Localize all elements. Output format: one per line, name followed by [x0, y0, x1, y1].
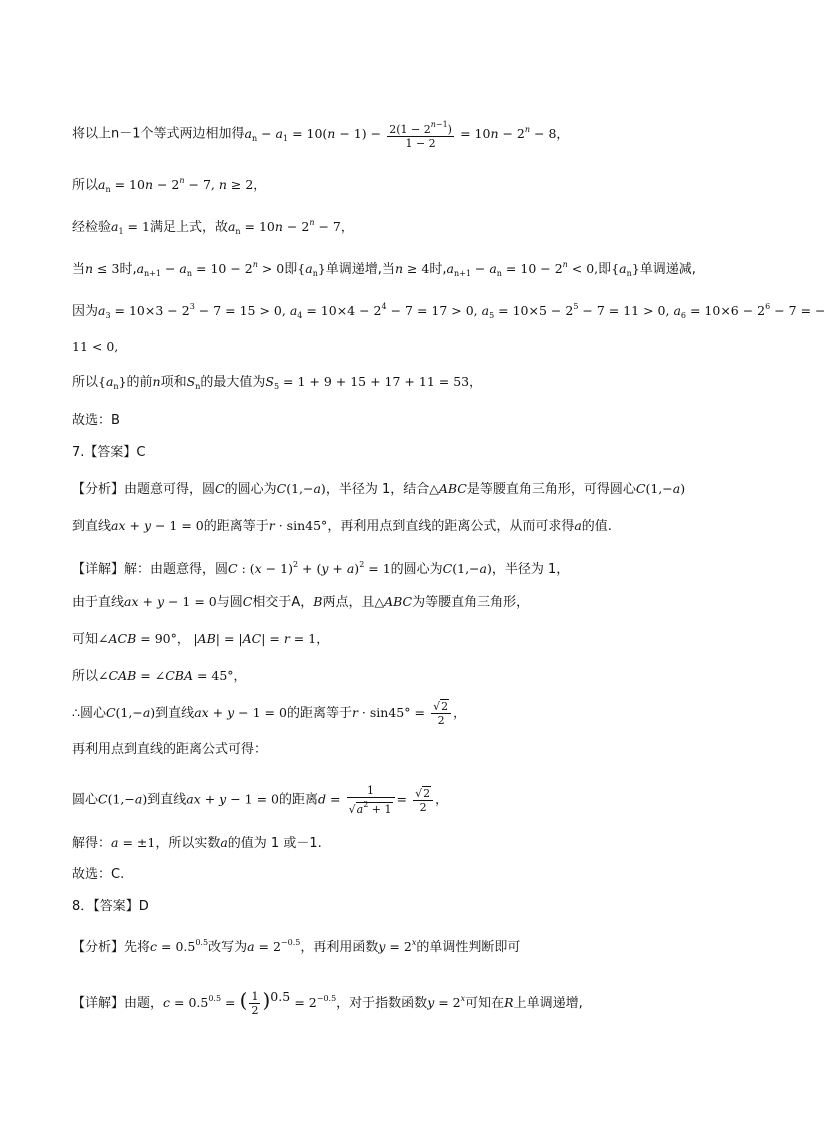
- text-line: 由于直线ax + y − 1 = 0与圆C相交于A，B两点，且△ABC为等腰直角三角形，: [72, 594, 530, 610]
- text-line: 11 < 0,: [72, 339, 119, 354]
- text-line: 解得：a = ±1，所以实数a的值为 1 或－1.: [72, 835, 322, 851]
- text-line: 所以∠CAB = ∠CBA = 45°，: [72, 668, 247, 684]
- text-line: 因为$a_3 = 10\times 3 - 2^3 - 7 = 15 > 0$, $a_4 = 10\times 4 - 2^4 - 7 = 17 > 0$, $a_5 = 10\times 5 - 2^5 - 7 = 11 > 0$, $a_6 = 10\times 6 - 2^6 - 7$ = −: [72, 302, 826, 320]
- text-line: 所以$a_n = 10n - 2^n - 7$, n ≥ 2，: [72, 176, 266, 194]
- text-line: 【分析】由题意可得，圆C的圆心为C(1,−a)，半径为 1，结合△ABC是等腰直角三角形，可得圆心C(1,−a): [72, 481, 686, 497]
- text-line: 可知∠ACB = 90°， |AB| = |AC| = r = 1，: [72, 631, 329, 647]
- text-line: 到直线ax + y − 1 = 0的距离等于r · sin45°，再利用点到直线的距离公式，从而可求得a的值.: [72, 518, 612, 534]
- answer-heading: 7.【答案】C: [72, 445, 146, 460]
- text-line: 【详解】由题，$c = 0.5^{0.5}$ = ( $\frac{1}{2}$ )$^{0.5} = 2^{-0.5}$，对于指数函数$y = 2^x$可知在R上单调递增,: [72, 988, 583, 1017]
- text-line: 圆心C(1,−a)到直线ax + y − 1 = 0的距离d = $\frac{1}{√a^2 + 1}$ = $\frac{√2}{2}$ ，: [72, 784, 448, 816]
- text-line: 【详解】解：由题意得，圆C : $(x - 1)^2 + (y + a)^2 = 1$的圆心为C(1,−a)，半径为 1，: [72, 560, 570, 577]
- text-line: 故选：C.: [72, 867, 125, 882]
- text-line: 故选：B: [72, 413, 120, 428]
- text-line: ∴圆心C(1,−a)到直线ax + y − 1 = 0的距离等于r · sin45° = $\frac{√2}{2}$ ，: [72, 700, 466, 727]
- answer-heading: 8．【答案】D: [72, 899, 149, 914]
- text-line: 当n ≤ 3时$,a_{n+1} - a_n = 10 - 2^n > 0$即$\{a_n\}$单调递增,当n ≥ 4时$,a_{n+1} - a_n = 10 - 2^n < 0$,即$\{a_n\}$单调递减,: [72, 260, 696, 278]
- text-line: 将以上n－1个等式两边相加得$a_n - a_1 = 10(n - 1)$ − $\frac{2(1 - 2^{n-1})}{1 - 2}$ = $10n - 2^n - 8$，: [72, 120, 569, 150]
- text-line: 所以$\{a_n\}$的前n项和$S_n$的最大值为$S_5 = 1 + 9 + 15 + 17 + 11 = 53$，: [72, 374, 482, 391]
- text-line: 经检验$a_1 = 1$满足上式，故$a_n = 10n - 2^n - 7$，: [72, 218, 354, 236]
- text-line: 再利用点到直线的距离公式可得：: [72, 742, 268, 757]
- text-line: 【分析】先将$c = 0.5^{0.5}$改写为$a = 2^{-0.5}$，再利用函数$y = 2^x$的单调性判断即可: [72, 938, 521, 955]
